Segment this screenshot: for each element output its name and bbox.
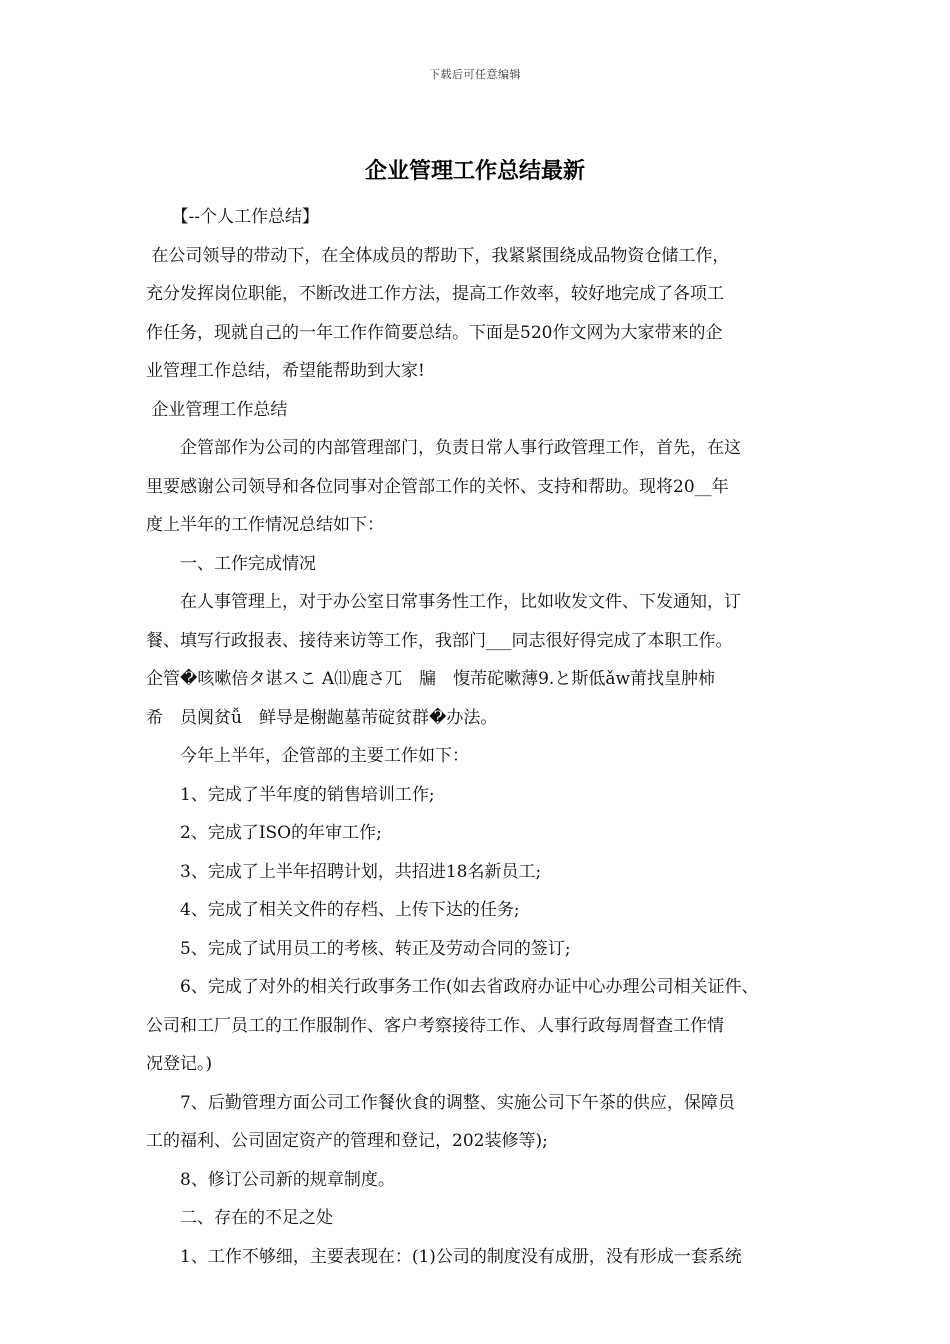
paragraph-line: 业管理工作总结，希望能帮助到大家! [146, 361, 425, 381]
page-header: 下载后可任意编辑 [429, 68, 521, 81]
paragraph-line: 充分发挥岗位职能，不断改进工作方法，提高工作效率，较好地完成了各项工 [146, 284, 724, 304]
paragraph-line: 在公司领导的带动下，在全体成员的帮助下，我紧紧围绕成品物资仓储工作， [146, 245, 730, 266]
paragraph-line: 7、后勤管理方面公司工作餐伙食的调整、实施公司下午茶的供应，保障员 [146, 1092, 735, 1113]
paragraph-line: 作任务，现就自己的一年工作作简要总结。下面是520作文网为大家带来的企 [146, 322, 723, 343]
paragraph-line: 在人事管理上，对于办公室日常事务性工作，比如收发文件、下发通知，订 [146, 592, 741, 612]
paragraph-line: 2、完成了ISO的年审工作; [146, 823, 382, 843]
document-title: 企业管理工作总结最新 [364, 158, 585, 184]
paragraph-line: 希 员阒贫ǚ 鲜导是榭龅墓芾碇贫群�办法。 [146, 707, 498, 728]
paragraph-line: 3、完成了上半年招聘计划，共招进18名新员工; [146, 861, 542, 882]
paragraph-line: 里要感谢公司领导和各位同事对企管部工作的关怀、支持和帮助。现将20__年 [146, 476, 729, 497]
paragraph-line: 1、工作不够细，主要表现在：(1)公司的制度没有成册，没有形成一套系统 [146, 1246, 742, 1267]
paragraph-line: 况登记。) [146, 1054, 213, 1074]
paragraph-line: 二、存在的不足之处 [146, 1208, 333, 1228]
document-body [146, 198, 816, 1276]
paragraph-line: 餐、填写行政报表、接待来访等工作，我部门___同志很好得完成了本职工作。 [146, 630, 733, 651]
paragraph-line: 8、修订公司新的规章制度。 [146, 1169, 395, 1190]
paragraph-line: 公司和工厂员工的工作服制作、客户考察接待工作、人事行政每周督查工作情 [146, 1015, 724, 1036]
paragraph-line: 5、完成了试用员工的考核、转正及劳动合同的签订; [146, 938, 571, 959]
paragraph-line: 工的福利、公司固定资产的管理和登记，202装修等); [146, 1131, 548, 1151]
paragraph-line: 6、完成了对外的相关行政事务工作(如去省政府办证中心办理公司相关证件、 [146, 977, 759, 997]
paragraph-line: 企管�咳嗽倍タ谌スこ A⑾鹿さ兀 牖 愎芾砣嗽薄9.と斯低ǎw莆找皇肿柿 [146, 669, 716, 689]
paragraph-line: 今年上半年，企管部的主要工作如下： [146, 746, 469, 766]
paragraph-line: 4、完成了相关文件的存档、上传下达的任务; [146, 900, 520, 920]
paragraph-line: 度上半年的工作情况总结如下： [146, 515, 384, 535]
paragraph-line: 1、完成了半年度的销售培训工作; [146, 784, 435, 805]
paragraph-line: 一、工作完成情况 [146, 553, 316, 574]
paragraph-line: 企业管理工作总结 [146, 399, 288, 420]
paragraph-line: 【--个人工作总结】 [146, 207, 319, 227]
paragraph-line: 企管部作为公司的内部管理部门，负责日常人事行政管理工作，首先，在这 [146, 438, 741, 458]
